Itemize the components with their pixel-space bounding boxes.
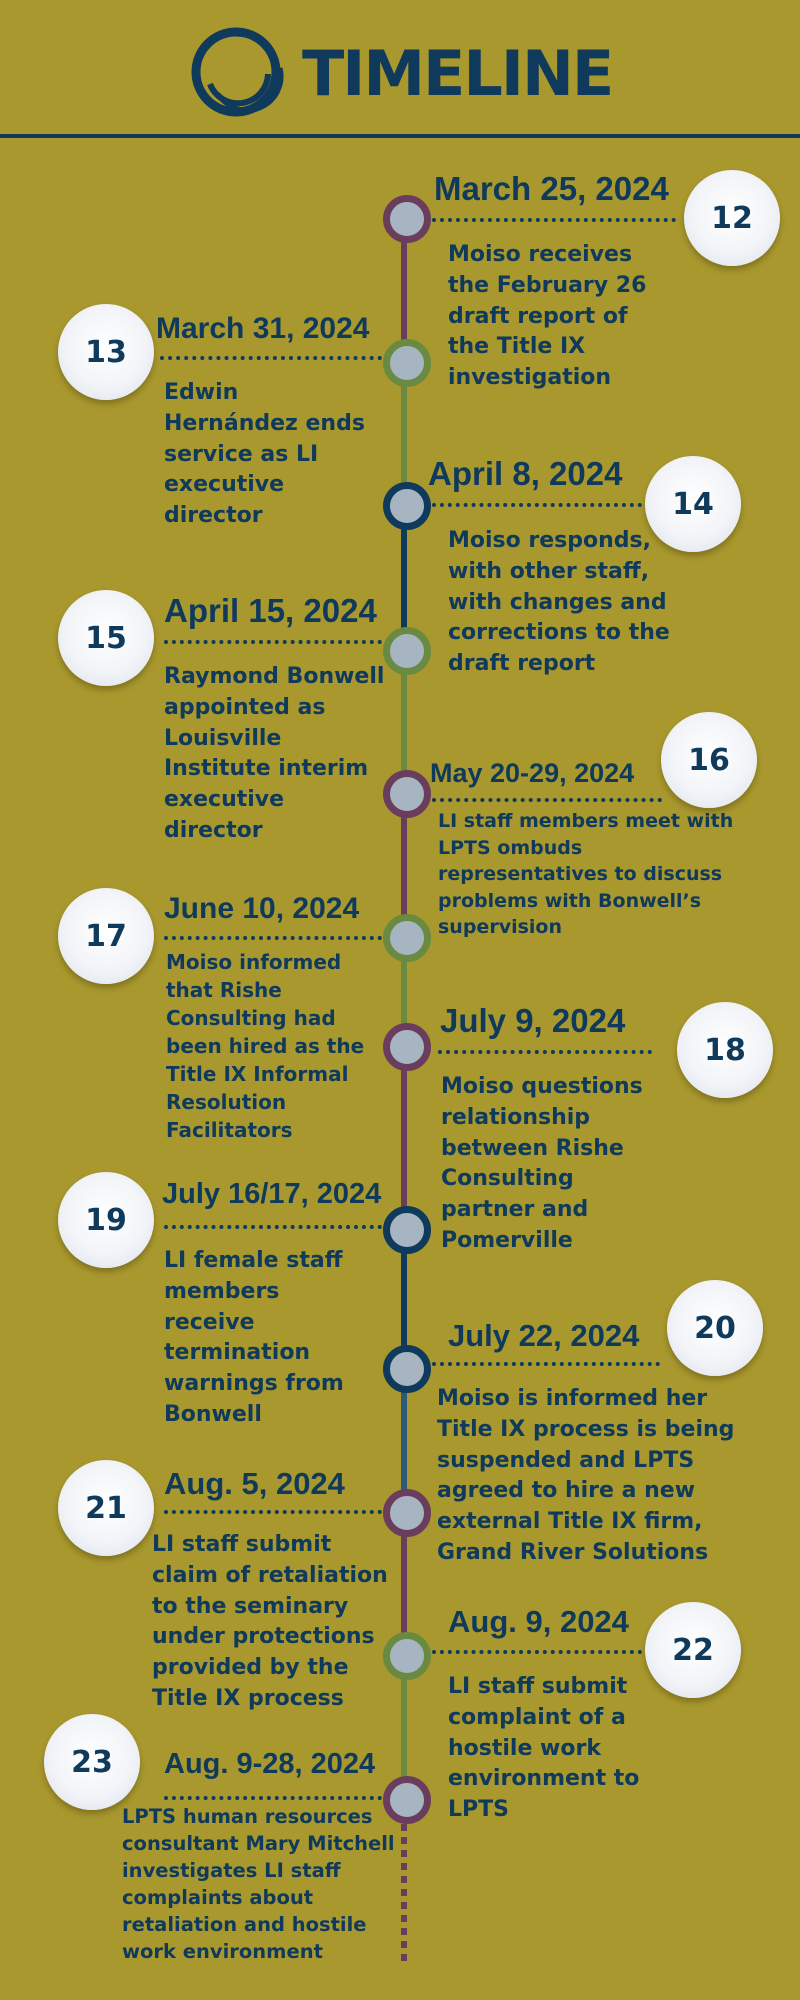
event-number-badge: 21 (58, 1460, 154, 1556)
connector-dots (432, 503, 642, 507)
event-number-badge: 17 (58, 888, 154, 984)
connector-dots (164, 1510, 382, 1514)
event-description: LPTS human resources consultant Mary Mitchell investigates LI staff complaints about retaliation and hostile work environment (122, 1805, 395, 1963)
event-description: Moiso is informed her Title IX process is being suspended and LPTS agreed to hire a new external Title IX firm, Grand River Solutions (437, 1386, 735, 1565)
timeline-node (383, 1023, 431, 1071)
connector-dots (164, 640, 382, 644)
event-description: Moiso informed that Rishe Consulting had been hired as the Title IX Informal Resolution Facilitators (166, 950, 365, 1142)
connector-dots (432, 1362, 660, 1366)
event-description: LI staff submit complaint of a hostile work environment to LPTS (448, 1674, 640, 1823)
event-description: LI female staff members receive termination warnings from Bonwell (164, 1248, 344, 1427)
connector-dots (164, 936, 382, 940)
connector-dots (438, 1050, 652, 1054)
timeline-node (383, 1206, 431, 1254)
connector-dots (432, 1650, 650, 1654)
event-description: Moiso questions relationship between Rishe Consulting partner and Pomerville (441, 1074, 643, 1253)
event-date: Aug. 9-28, 2024 (164, 1748, 376, 1780)
event-date: April 15, 2024 (164, 592, 377, 629)
event-date: June 10, 2024 (164, 892, 360, 925)
event-date: April 8, 2024 (428, 455, 623, 492)
timeline-node (383, 339, 431, 387)
event-description: Edwin Hernández ends service as LI executive director (164, 380, 365, 529)
event-date: March 31, 2024 (156, 312, 370, 345)
event-number-badge: 22 (645, 1602, 741, 1698)
event-number-badge: 19 (58, 1172, 154, 1268)
event-date: Aug. 9, 2024 (448, 1604, 629, 1639)
timeline-node (383, 770, 431, 818)
event-number-badge: 15 (58, 590, 154, 686)
connector-dots (164, 1796, 382, 1800)
event-date: Aug. 5, 2024 (164, 1466, 345, 1501)
header (0, 0, 800, 138)
timeline-node (383, 914, 431, 962)
event-date: July 16/17, 2024 (162, 1178, 382, 1210)
event-description: LI staff members meet with LPTS ombuds representatives to discuss problems with Bonwell’s supervision (438, 810, 734, 939)
connector-dots (432, 798, 662, 802)
timeline-node (383, 627, 431, 675)
event-date: March 25, 2024 (434, 170, 669, 207)
timeline-node (383, 1632, 431, 1680)
event-number-badge: 20 (667, 1280, 763, 1376)
event-number-badge: 12 (684, 170, 780, 266)
event-description: Moiso receives the February 26 draft report of the Title IX investigation (448, 242, 647, 391)
event-number-badge: 18 (677, 1002, 773, 1098)
swirl-ring-icon (188, 22, 288, 122)
event-date: July 22, 2024 (448, 1318, 640, 1353)
connector-dots (432, 218, 676, 222)
event-date: July 9, 2024 (440, 1002, 626, 1039)
connector-dots (164, 1225, 382, 1229)
event-description: LI staff submit claim of retaliation to the seminary under protections provided by the Title IX process (152, 1532, 388, 1711)
header-divider (0, 134, 800, 138)
event-description: Raymond Bonwell appointed as Louisville Institute interim executive director (164, 664, 385, 843)
event-description: Moiso responds, with other staff, with changes and corrections to the draft report (448, 528, 670, 677)
timeline-node (383, 482, 431, 530)
page-title: TIMELINE (302, 37, 613, 110)
timeline-node (383, 1345, 431, 1393)
event-number-badge: 13 (58, 304, 154, 400)
timeline-node (383, 195, 431, 243)
connector-dots (160, 356, 382, 360)
event-number-badge: 23 (44, 1714, 140, 1810)
event-number-badge: 14 (645, 456, 741, 552)
event-date: May 20-29, 2024 (430, 758, 635, 788)
event-number-badge: 16 (661, 712, 757, 808)
